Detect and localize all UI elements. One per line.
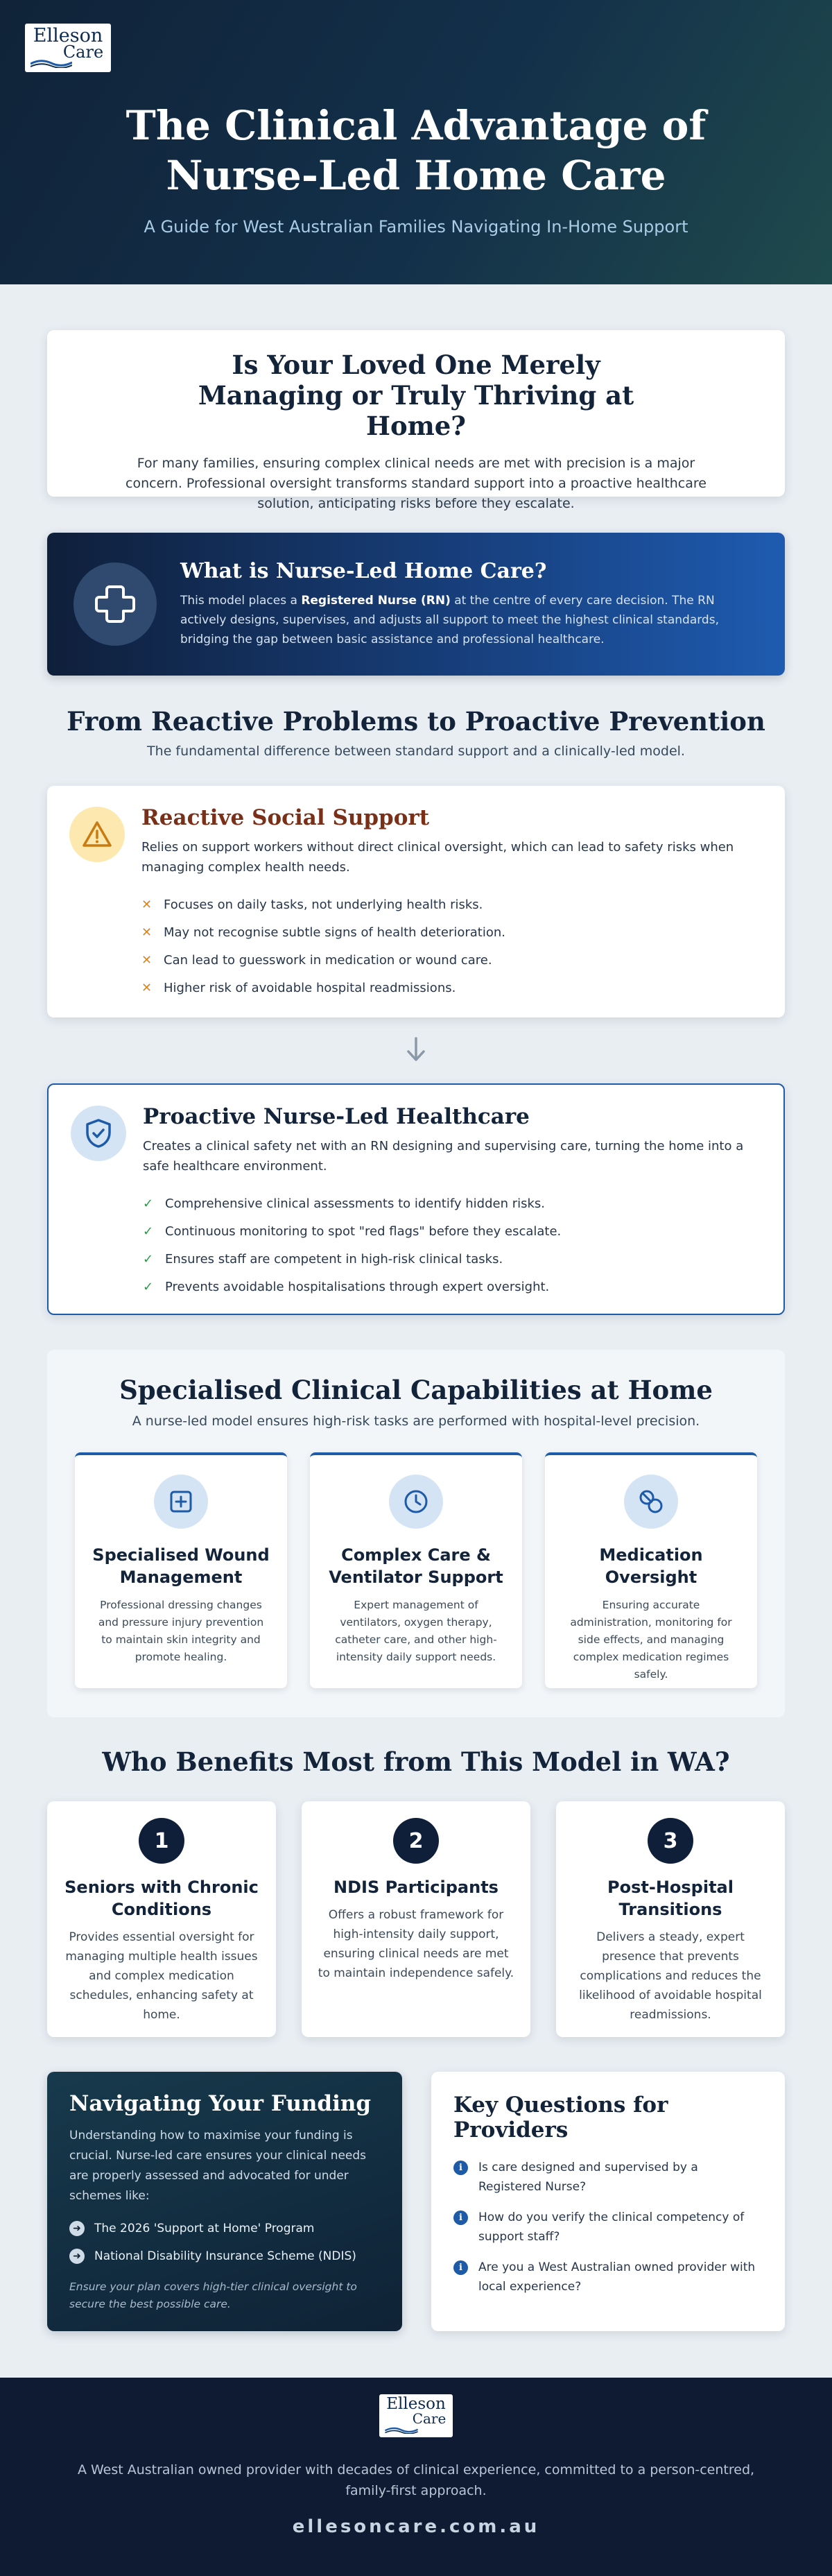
cross-icon: ✕ [141, 925, 153, 940]
benefit-text: Provides essential oversight for managing multiple health issues and complex medication schedules, enhancing safety at home. [65, 1930, 258, 2022]
benefit-card-ndis [302, 1801, 530, 2037]
list-item-text: Comprehensive clinical assessments to identify hidden risks. [165, 1196, 546, 1211]
benefit-number: 2 [393, 1818, 439, 1864]
proactive-card [47, 1083, 785, 1315]
intro-card [47, 330, 785, 511]
reactive-description: Relies on support workers without direct clinical oversight, which can lead to safety risks when managing complex health needs. [141, 840, 734, 875]
footer-tagline: A West Australian owned provider with decades of clinical experience, committed to a person-centred, family-first approach. [77, 2462, 755, 2498]
benefit-number: 3 [648, 1818, 693, 1864]
list-item-text: Can lead to guesswork in medication or wound care. [164, 953, 492, 968]
warning-icon [69, 807, 125, 862]
check-icon: ✓ [143, 1224, 154, 1239]
list-item [69, 2242, 380, 2270]
page-subtitle: A Guide for West Australian Families Navigating In-Home Support [144, 217, 688, 237]
info-icon: i [453, 2161, 468, 2175]
list-item-text: How do you verify the clinical competency of support staff? [478, 2210, 745, 2244]
funding-card [47, 2072, 402, 2331]
key-questions-card [431, 2072, 785, 2331]
shield-check-icon [71, 1106, 126, 1161]
logo-wave-icon [384, 2426, 419, 2434]
list-item [143, 1190, 756, 1218]
check-icon: ✓ [143, 1280, 154, 1294]
benefit-card-seniors [47, 1801, 276, 2037]
capability-text: Professional dressing changes and pressure injury prevention to maintain skin integrity and promote healing. [98, 1599, 264, 1663]
what-is-body-start: This model places a [180, 594, 302, 608]
list-item [141, 919, 757, 947]
list-item-text: Is care designed and supervised by a Registered Nurse? [478, 2161, 698, 2194]
what-is-heading: What is Nurse-Led Home Care? [180, 559, 547, 583]
page-title: The Clinical Advantage of Nurse-Led Home Care [125, 102, 707, 199]
benefit-text: Delivers a steady, expert presence that prevents complications and reduces the likelihood of avoidable hospital readmissions. [579, 1930, 762, 2022]
proactive-heading: Proactive Nurse-Led Healthcare [143, 1104, 530, 1129]
benefit-text: Offers a robust framework for high-intensity daily support, ensuring clinical needs are met to maintain independence safely. [318, 1908, 514, 1980]
check-icon: ✓ [143, 1252, 154, 1266]
benefit-card-post-hospital [556, 1801, 785, 2037]
list-item-text: May not recognise subtle signs of health deterioration. [164, 925, 505, 940]
capabilities-subtitle: A nurse-led model ensures high-risk tasks are performed with hospital-level precision. [132, 1414, 700, 1429]
list-item-text: National Disability Insurance Scheme (NDIS) [94, 2249, 356, 2263]
list-item [141, 974, 757, 1002]
reactive-card [47, 786, 785, 1017]
capability-title: Complex Care & Ventilator Support [329, 1545, 503, 1587]
what-is-body [180, 591, 757, 649]
list-item-text: Ensures staff are competent in high-risk clinical tasks. [165, 1252, 503, 1266]
comparison-subtitle: The fundamental difference between standard support and a clinically-led model. [147, 744, 685, 759]
pill-icon [624, 1475, 678, 1529]
brand-logo[interactable] [25, 24, 111, 72]
funding-body: Understanding how to maximise your funding is crucial. Nurse-led care ensures your clinical needs are properly assessed and advocated for under schemes like: [69, 2129, 367, 2203]
what-is-body-end: at the centre of every care decision. The RN actively designs, supervises, and adjusts all support to meet the highest clinical standards, bridging the gap between basic assistance and professional healthcare. [180, 594, 719, 646]
info-icon: i [453, 2260, 468, 2275]
capability-card-wound [75, 1452, 287, 1688]
arrow-down-icon [406, 1036, 426, 1063]
proactive-description: Creates a clinical safety net with an RN designing and supervising care, turning the home into a safe healthcare environment. [143, 1139, 744, 1174]
reactive-heading: Reactive Social Support [141, 805, 430, 830]
key-questions-list [453, 2158, 763, 2296]
list-item [143, 1246, 756, 1273]
funding-schemes [69, 2215, 380, 2270]
cross-icon: ✕ [141, 953, 153, 968]
arrow-right-icon: ➜ [69, 2249, 85, 2264]
list-item-text: Prevents avoidable hospitalisations through expert oversight. [165, 1280, 550, 1294]
benefit-title: NDIS Participants [333, 1878, 499, 1897]
list-item [141, 891, 757, 919]
list-item-text: Focuses on daily tasks, not underlying health risks. [164, 898, 483, 912]
logo-text-line2: Care [412, 2410, 447, 2427]
logo-text-line2: Care [62, 42, 104, 62]
list-item-text: Higher risk of avoidable hospital readmissions. [164, 981, 456, 995]
capability-title: Medication Oversight [599, 1545, 703, 1587]
intro-heading: Is Your Loved One Merely Managing or Truly Thriving at Home? [198, 350, 634, 441]
list-item-text: Are you a West Australian owned provider with local experience? [478, 2260, 756, 2294]
capability-card-complex-care [310, 1452, 522, 1688]
benefits-title: Who Benefits Most from This Model in WA? [102, 1746, 730, 1777]
what-is-body-emphasis: Registered Nurse (RN) [301, 594, 451, 608]
cross-icon: ✕ [141, 898, 153, 912]
capabilities-section [47, 1350, 785, 1717]
medical-cross-icon [73, 563, 157, 646]
comparison-title: From Reactive Problems to Proactive Prevention [67, 706, 765, 737]
logo-text-line1: Elleson [33, 25, 103, 46]
list-item [141, 947, 757, 974]
cross-icon: ✕ [141, 981, 153, 995]
list-item [69, 2215, 380, 2242]
benefit-title: Post-Hospital Transitions [607, 1878, 734, 1919]
info-icon: i [453, 2210, 468, 2225]
footer [0, 2378, 832, 2576]
hero-header [0, 0, 832, 284]
benefit-title: Seniors with Chronic Conditions [64, 1878, 259, 1919]
key-questions-heading: Key Questions for Providers [453, 2093, 668, 2143]
funding-note: Ensure your plan covers high-tier clinical oversight to secure the best possible care. [69, 2281, 357, 2310]
check-icon: ✓ [143, 1196, 154, 1211]
capability-text: Expert management of ventilators, oxygen therapy, catheter care, and other high-intensity daily support needs. [335, 1599, 497, 1663]
list-item-text: The 2026 'Support at Home' Program [94, 2222, 315, 2235]
funding-heading: Navigating Your Funding [69, 2091, 372, 2116]
arrow-right-icon: ➜ [69, 2221, 85, 2236]
list-item [453, 2158, 763, 2197]
clock-icon [389, 1475, 443, 1529]
capability-card-medication [545, 1452, 757, 1688]
logo-text-line1: Elleson [386, 2395, 446, 2413]
intro-body: For many families, ensuring complex clinical needs are met with precision is a major concern. Professional oversight transforms standard support into a proactive healthcare solution, anticipating risks before they escalate. [125, 456, 707, 511]
footer-website-link[interactable]: ellesoncare.com.au [292, 2516, 540, 2537]
list-item [453, 2208, 763, 2247]
benefit-number: 1 [139, 1818, 184, 1864]
what-is-card [47, 533, 785, 676]
proactive-points [143, 1190, 756, 1301]
list-item-text: Continuous monitoring to spot "red flags" before they escalate. [165, 1224, 562, 1239]
logo-wave-icon [31, 58, 72, 68]
capability-text: Ensuring accurate administration, monitoring for side effects, and managing complex medication regimes safely. [570, 1599, 732, 1681]
capability-title: Specialised Wound Management [92, 1545, 270, 1587]
list-item [143, 1218, 756, 1246]
plus-square-icon [154, 1475, 208, 1529]
list-item [453, 2258, 763, 2296]
footer-logo[interactable] [379, 2394, 453, 2437]
capabilities-title: Specialised Clinical Capabilities at Home [119, 1375, 713, 1405]
list-item [143, 1273, 756, 1301]
reactive-points [141, 891, 757, 1002]
